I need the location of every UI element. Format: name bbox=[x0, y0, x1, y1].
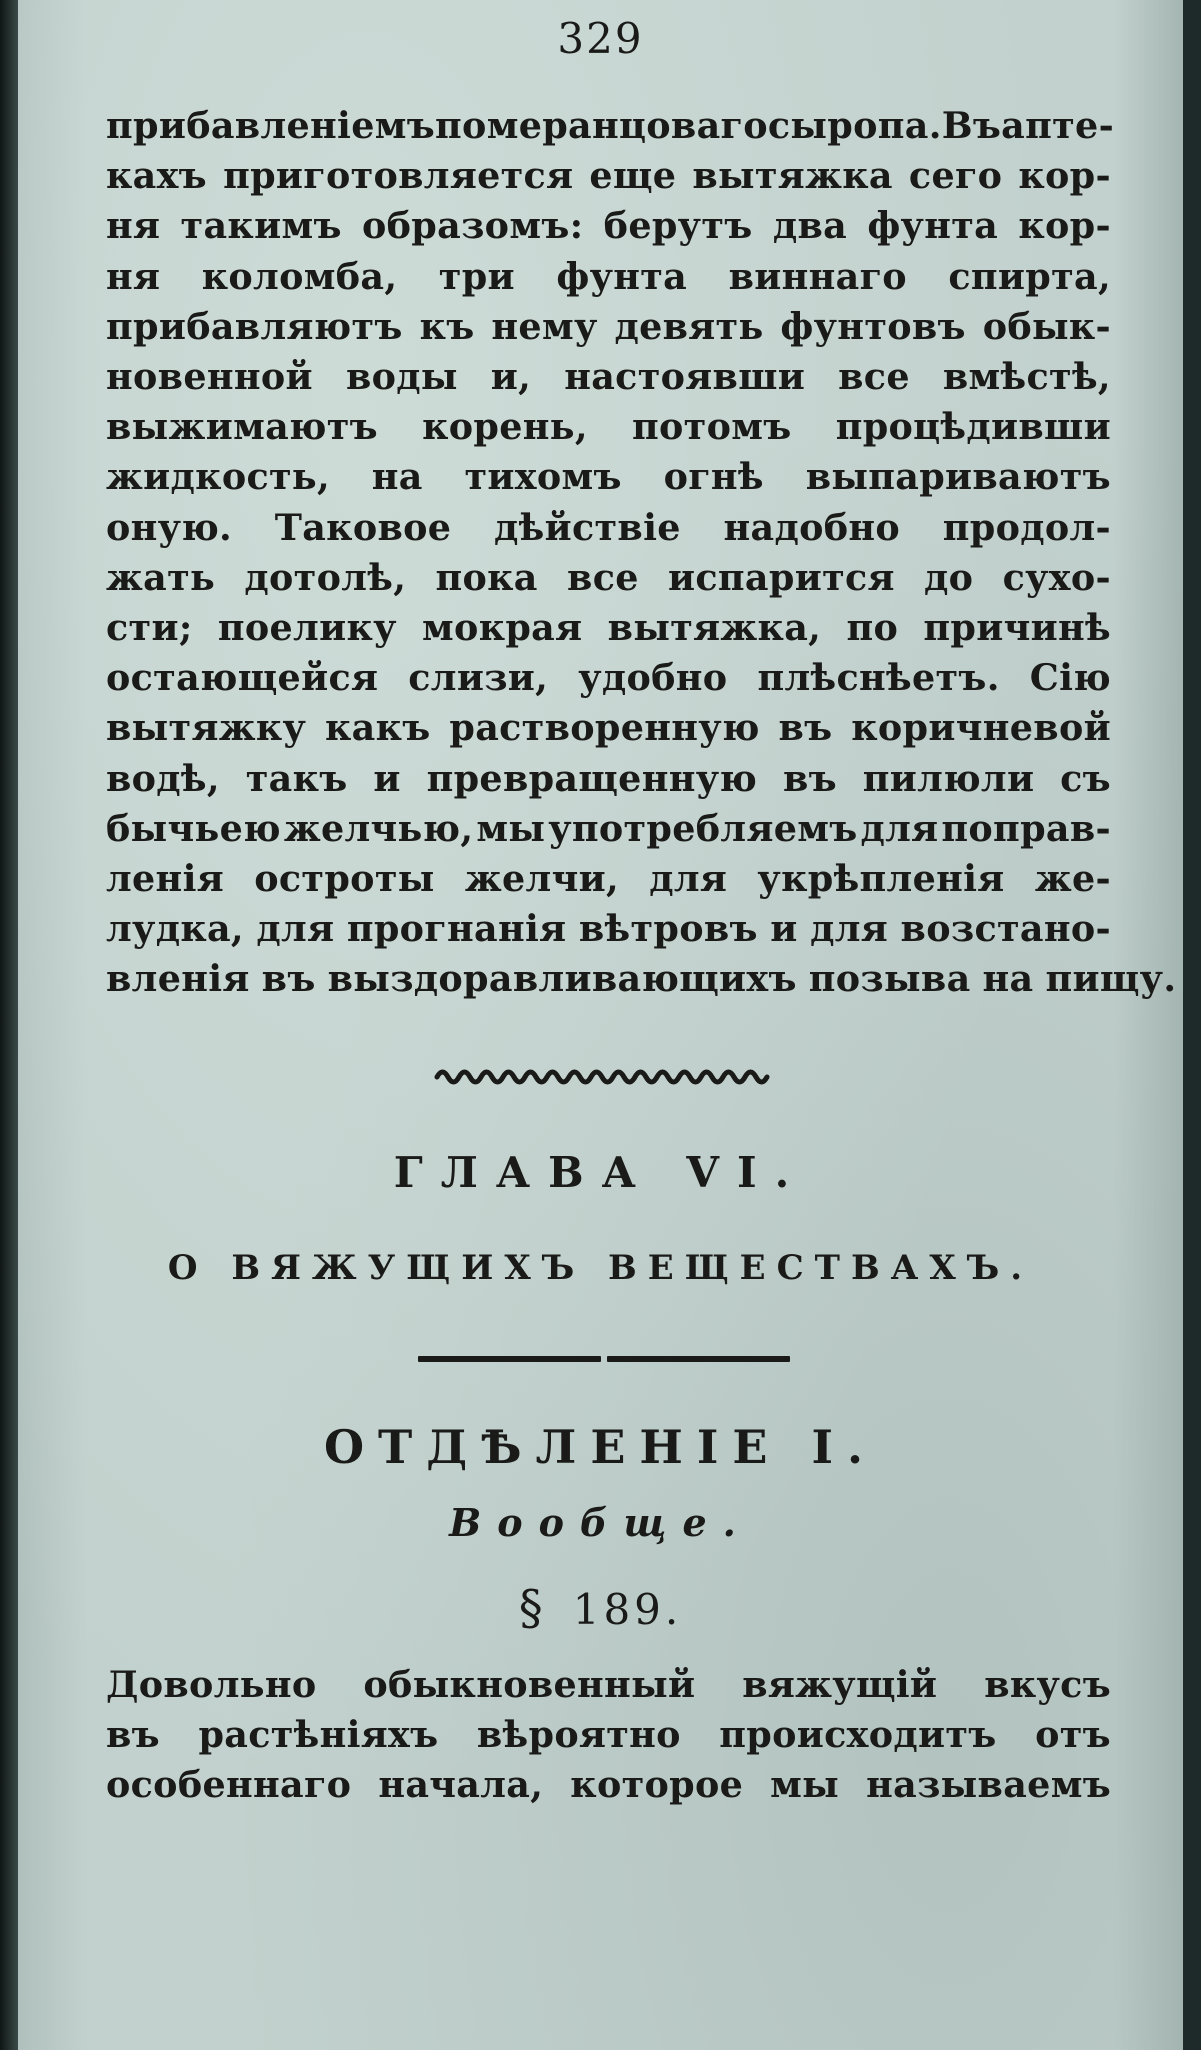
word: нему bbox=[491, 304, 598, 348]
word: испарится bbox=[668, 555, 895, 599]
word: такимъ bbox=[180, 204, 342, 248]
word: дотолѣ, bbox=[244, 555, 407, 599]
word: для bbox=[649, 857, 728, 901]
text-line bbox=[106, 201, 1111, 251]
word: сыропа. bbox=[767, 104, 942, 147]
top-paragraph bbox=[106, 101, 1177, 1005]
word: на bbox=[982, 957, 1034, 1001]
word: такъ bbox=[245, 756, 348, 800]
word: померанцоваго bbox=[435, 104, 768, 147]
word: еще bbox=[589, 154, 677, 198]
word: вкусъ bbox=[984, 1663, 1111, 1706]
word: три bbox=[438, 254, 515, 298]
word: настоявши bbox=[564, 355, 806, 399]
section-subtitle: Вообще. bbox=[449, 1500, 752, 1545]
word: надобно bbox=[723, 505, 901, 549]
word: вѣтровъ bbox=[578, 907, 758, 951]
text-line bbox=[106, 402, 1111, 452]
word: вяжущій bbox=[742, 1663, 938, 1706]
word: превращенную bbox=[426, 756, 758, 800]
word: растѣніяхъ bbox=[198, 1713, 439, 1757]
word: обыкновенный bbox=[363, 1663, 696, 1706]
word: и bbox=[373, 756, 401, 800]
text-line bbox=[106, 553, 1111, 603]
double-rule-divider bbox=[418, 1356, 790, 1362]
word: образомъ: bbox=[362, 204, 584, 248]
word: Сію bbox=[1029, 656, 1111, 700]
word: тихомъ bbox=[464, 455, 622, 499]
word: вѣроятно bbox=[476, 1713, 681, 1757]
word: въ bbox=[106, 1713, 160, 1757]
section-title: ОТДѢЛЕНІЕ I. bbox=[323, 1420, 878, 1474]
word: жидкость, bbox=[106, 455, 330, 499]
book-page bbox=[18, 0, 1183, 2050]
word: новенной bbox=[106, 355, 313, 399]
word: бычьею bbox=[106, 806, 281, 850]
text-line bbox=[106, 703, 1111, 753]
word: Довольно bbox=[106, 1663, 317, 1706]
text-line bbox=[106, 252, 1111, 302]
word: остроты bbox=[254, 857, 435, 901]
word: начала, bbox=[378, 1763, 544, 1807]
word: виннаго bbox=[728, 254, 907, 298]
bottom-paragraph bbox=[106, 1660, 1111, 1811]
word: кахъ bbox=[106, 154, 207, 198]
word: и, bbox=[490, 355, 532, 399]
word: къ bbox=[419, 304, 475, 348]
word: называемъ bbox=[866, 1763, 1111, 1807]
word: желчью, bbox=[283, 806, 474, 850]
word: дѣйствіе bbox=[494, 505, 681, 549]
word: выжимаютъ bbox=[106, 405, 378, 449]
text-line bbox=[106, 352, 1111, 402]
word: на bbox=[371, 455, 423, 499]
word: жать bbox=[106, 555, 216, 599]
word: до bbox=[924, 555, 974, 599]
word: два bbox=[772, 204, 848, 248]
text-line bbox=[106, 101, 1115, 151]
word: плѣснѣетъ. bbox=[757, 656, 1000, 700]
text-line bbox=[106, 804, 1111, 854]
word: причинѣ bbox=[923, 606, 1111, 650]
word: же- bbox=[1034, 857, 1111, 901]
text-line bbox=[106, 1760, 1111, 1810]
word: вытяжку bbox=[106, 706, 307, 750]
word: водѣ, bbox=[106, 756, 220, 800]
word: коломба, bbox=[201, 254, 398, 298]
word: прибавляютъ bbox=[106, 304, 403, 348]
text-line bbox=[106, 503, 1111, 553]
word: ня bbox=[106, 254, 161, 298]
word: въ bbox=[778, 706, 833, 750]
text-line bbox=[106, 603, 1111, 653]
paragraph-number bbox=[18, 1580, 1183, 1636]
word: употребляемъ bbox=[548, 806, 858, 850]
word: вытяжка bbox=[692, 154, 893, 198]
text-line bbox=[106, 954, 1177, 1004]
word: продол- bbox=[942, 505, 1111, 549]
word: особеннаго bbox=[106, 1763, 352, 1807]
word: позыва bbox=[808, 957, 971, 1001]
word: вытяжка, bbox=[607, 606, 822, 650]
word: прибавленіемъ bbox=[106, 104, 436, 147]
word: которое bbox=[570, 1763, 744, 1807]
word: спирта, bbox=[948, 254, 1111, 298]
word: какъ bbox=[325, 706, 431, 750]
text-line bbox=[106, 754, 1111, 804]
word: поправ- bbox=[941, 806, 1111, 850]
word: желчи, bbox=[464, 857, 619, 901]
page-number: 329 bbox=[557, 14, 644, 63]
word: по bbox=[846, 606, 899, 650]
word: для bbox=[810, 907, 889, 951]
word: для bbox=[860, 806, 939, 850]
word: сухо- bbox=[1002, 555, 1111, 599]
word: вмѣстѣ, bbox=[942, 355, 1111, 399]
word: Въ bbox=[941, 104, 1002, 147]
word: съ bbox=[1060, 756, 1111, 800]
word: коричневой bbox=[851, 706, 1111, 750]
text-line bbox=[106, 1660, 1111, 1710]
word: укрѣпленія bbox=[757, 857, 1005, 901]
word: обык- bbox=[982, 304, 1111, 348]
word: остающейся bbox=[106, 656, 379, 700]
paragraph-number-value: 189. bbox=[572, 1585, 683, 1634]
word: пока bbox=[435, 555, 538, 599]
word: прогнанія bbox=[346, 907, 567, 951]
word: выпариваютъ bbox=[805, 455, 1111, 499]
word: девять bbox=[614, 304, 764, 348]
word: фунта bbox=[867, 204, 999, 248]
chapter-subtitle: О ВЯЖУЩИХЪ ВЕЩЕСТВАХЪ. bbox=[167, 1248, 1034, 1288]
word: кор- bbox=[1018, 154, 1111, 198]
word: кор- bbox=[1018, 204, 1111, 248]
text-line bbox=[106, 653, 1111, 703]
word: выздоравливающихъ bbox=[327, 957, 797, 1001]
word: въ bbox=[261, 957, 316, 1001]
word: въ bbox=[782, 756, 837, 800]
word: воды bbox=[345, 355, 458, 399]
word: ня bbox=[106, 204, 161, 248]
section-sign-icon: § bbox=[518, 1580, 547, 1636]
word: потомъ bbox=[632, 405, 792, 449]
word: фунтовъ bbox=[780, 304, 966, 348]
word: удобно bbox=[578, 656, 728, 700]
word: и bbox=[770, 907, 798, 951]
text-line bbox=[106, 452, 1111, 502]
text-line bbox=[106, 904, 1111, 954]
word: огнѣ bbox=[663, 455, 764, 499]
word: отъ bbox=[1035, 1713, 1111, 1757]
word: слизи, bbox=[408, 656, 549, 700]
word: для bbox=[256, 907, 335, 951]
word: приготовляется bbox=[223, 154, 574, 198]
word: пищу. bbox=[1045, 957, 1177, 1001]
chapter-title: ГЛАВА VI. bbox=[393, 1148, 808, 1197]
word: все bbox=[567, 555, 639, 599]
word: растворенную bbox=[449, 706, 760, 750]
word: апте- bbox=[1001, 104, 1115, 147]
word: вленія bbox=[106, 957, 250, 1001]
word: лудка, bbox=[106, 907, 244, 951]
text-line bbox=[106, 151, 1111, 201]
rule-segment-left bbox=[418, 1356, 601, 1362]
word: пилюли bbox=[862, 756, 1035, 800]
word: происходитъ bbox=[719, 1713, 997, 1757]
text-line bbox=[106, 1710, 1111, 1760]
word: поелику bbox=[217, 606, 397, 650]
text-line bbox=[106, 302, 1111, 352]
word: сего bbox=[908, 154, 1003, 198]
word: возстано- bbox=[900, 907, 1111, 951]
word: корень, bbox=[422, 405, 588, 449]
word: ленія bbox=[106, 857, 225, 901]
word: фунта bbox=[556, 254, 688, 298]
word: оную. bbox=[106, 505, 233, 549]
word: мы bbox=[476, 806, 546, 850]
word: Таковое bbox=[274, 505, 452, 549]
word: мокрая bbox=[422, 606, 583, 650]
word: сти; bbox=[106, 606, 193, 650]
word: берутъ bbox=[603, 204, 753, 248]
rule-segment-right bbox=[607, 1356, 790, 1362]
text-line bbox=[106, 854, 1111, 904]
word: процѣдивши bbox=[835, 405, 1111, 449]
book-binding-edge bbox=[0, 0, 18, 2050]
word: все bbox=[838, 355, 910, 399]
wavy-ornament-divider bbox=[18, 1062, 1183, 1092]
word: мы bbox=[770, 1763, 840, 1807]
